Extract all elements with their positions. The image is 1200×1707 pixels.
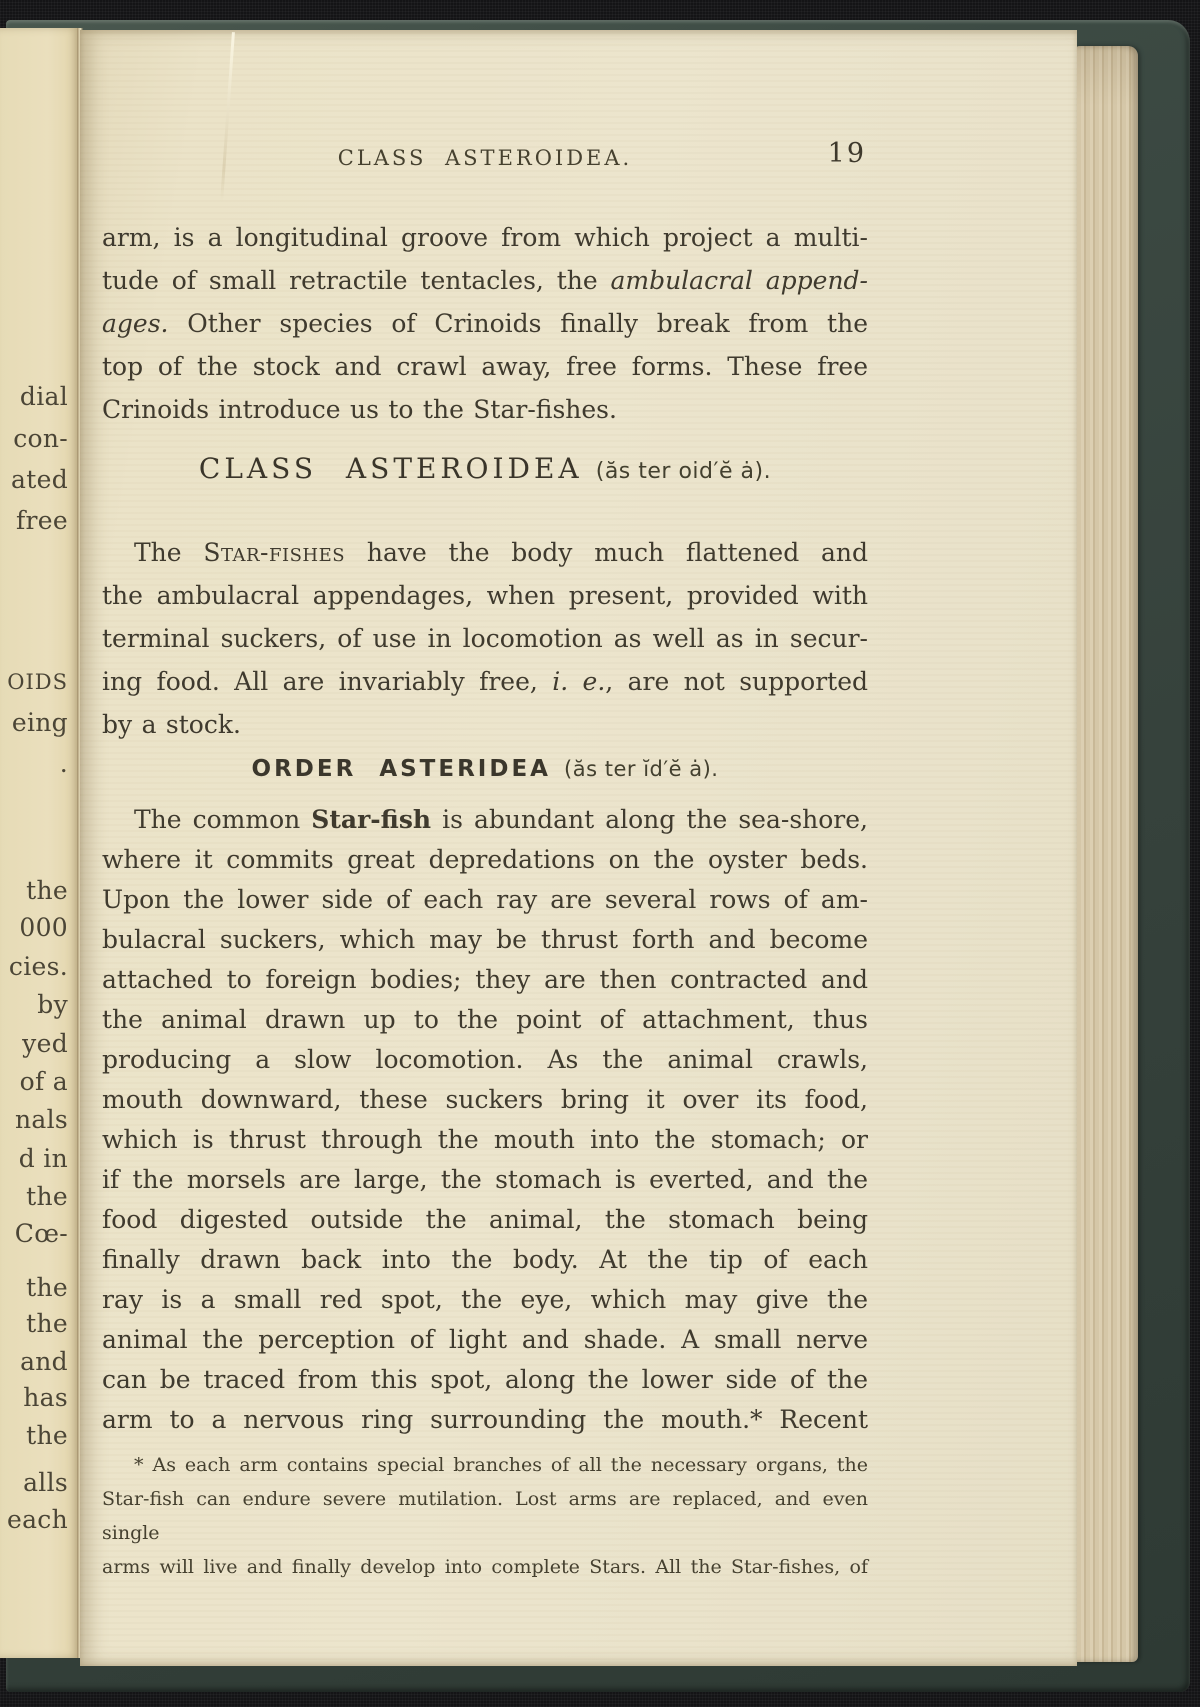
running-header: CLASS ASTEROIDEA. xyxy=(337,146,633,170)
paragraph-crinoids-continued xyxy=(102,216,868,431)
text-line: bulacral suckers, which may be thrust forth and become xyxy=(102,925,868,954)
fragment-text: and xyxy=(20,1347,68,1376)
class-heading-title: CLASS ASTEROIDEA xyxy=(198,452,583,485)
text-line: animal the perception of light and shade. A small nerve xyxy=(102,1325,868,1354)
text-line: Crinoids introduce us to the Star-fishes. xyxy=(102,395,617,424)
fragment-text: dial xyxy=(19,382,68,411)
class-heading-pronunciation: (ăs ter oid′ĕ ȧ). xyxy=(595,459,772,484)
fragment-text: free xyxy=(16,506,68,535)
text-line: arm to a nervous ring surrounding the mouth.* Recent xyxy=(102,1405,868,1434)
fragment-text: by xyxy=(37,990,68,1019)
text-line: where it commits great depredations on the oyster beds. xyxy=(102,845,868,874)
fragment-text: d in xyxy=(18,1144,68,1173)
text-line: producing a slow locomotion. As the animal crawls, xyxy=(102,1045,868,1074)
text-line: attached to foreign bodies; they are then contracted and xyxy=(102,965,868,994)
book-page xyxy=(80,30,1077,1666)
text-line: Upon the lower side of each ray are several rows of am- xyxy=(102,885,868,914)
fragment-text: nals xyxy=(14,1105,68,1134)
fragment-text: the xyxy=(26,1182,68,1211)
text-line: ages. Other species of Crinoids finally break from the xyxy=(102,309,868,338)
text-line: if the morsels are large, the stomach is everted, and the xyxy=(102,1165,868,1194)
class-heading xyxy=(102,452,868,485)
page-number: 19 xyxy=(827,138,866,169)
fragment-text: Cœ- xyxy=(14,1219,68,1248)
page-stack-fore-edge xyxy=(1072,46,1138,1662)
text-line: can be traced from this spot, along the lower side of the xyxy=(102,1365,868,1394)
paragraph-starfish-description xyxy=(102,800,868,1440)
fragment-text: has xyxy=(23,1383,68,1412)
text-line: the animal drawn up to the point of attachment, thus xyxy=(102,1005,868,1034)
fragment-text: OIDS xyxy=(7,670,68,694)
fragment-text: con- xyxy=(13,424,68,453)
text-line: arm, is a longitudinal groove from which project a multi- xyxy=(102,223,868,252)
fragment-text: yed xyxy=(22,1029,68,1058)
fragment-text: eing xyxy=(11,708,68,737)
text-line: terminal suckers, of use in locomotion as well as in secur- xyxy=(102,624,868,653)
fragment-text: the xyxy=(26,876,68,905)
fragment-text: ated xyxy=(11,465,68,494)
paragraph-starfish-intro xyxy=(102,531,868,746)
text-line: The Star-fishes have the body much flattened and xyxy=(134,538,868,567)
fragment-text: 000 xyxy=(19,913,68,942)
text-line: top of the stock and crawl away, free forms. These free xyxy=(102,352,868,381)
text-line: arms will live and finally develop into complete Stars. All the Star-fishes, of xyxy=(102,1556,868,1578)
fragment-text: the xyxy=(26,1309,68,1338)
order-heading-pronunciation: (ăs ter ĭd′ĕ ȧ). xyxy=(564,757,719,781)
fragment-text: . xyxy=(59,749,68,778)
text-line: ray is a small red spot, the eye, which may give the xyxy=(102,1285,868,1314)
text-line: food digested outside the animal, the stomach being xyxy=(102,1205,868,1234)
text-line: Star-fish can endure severe mutilation. Lost arms are replaced, and even single xyxy=(102,1488,868,1544)
order-heading-title: ORDER ASTERIDEA xyxy=(251,756,551,782)
previous-page-edge xyxy=(0,28,80,1658)
order-heading xyxy=(102,756,868,782)
fragment-text: cies. xyxy=(8,952,68,981)
footnote xyxy=(102,1448,868,1584)
fragment-text: of a xyxy=(19,1067,68,1096)
text-line: the ambulacral appendages, when present, provided with xyxy=(102,581,868,610)
text-line: finally drawn back into the body. At the tip of each xyxy=(102,1245,868,1274)
fragment-text: the xyxy=(26,1273,68,1302)
text-line: which is thrust through the mouth into the stomach; or xyxy=(102,1125,868,1154)
text-line: mouth downward, these suckers bring it over its food, xyxy=(102,1085,868,1114)
text-line: tude of small retractile tentacles, the ambulacral append- xyxy=(102,266,868,295)
fragment-text: each xyxy=(6,1505,68,1534)
text-line: by a stock. xyxy=(102,710,241,739)
text-line: * As each arm contains special branches of all the necessary organs, the xyxy=(134,1454,868,1476)
text-column xyxy=(102,30,868,1666)
text-line: The common Star-fish is abundant along the sea-shore, xyxy=(134,805,868,834)
text-line: ing food. All are invariably free, i. e., are not supported xyxy=(102,667,868,696)
fragment-text: alls xyxy=(23,1468,68,1497)
fragment-text: the xyxy=(26,1421,68,1450)
